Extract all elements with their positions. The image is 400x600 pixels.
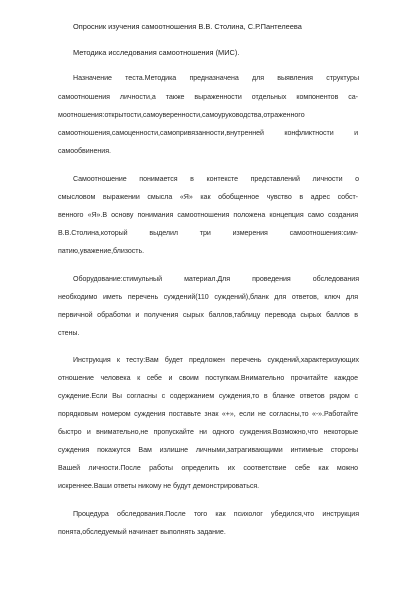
- paragraph-line: самоотношения личности,а также выраженности отдельных компонентов са-: [58, 93, 358, 101]
- paragraph-line: самоотношения,самоценности,самопривязанности,внутренней конфликтности и: [58, 129, 358, 137]
- paragraph-line: Оборудование:стимульный материал.Для проведения обследования: [73, 275, 359, 283]
- paragraph-line: Самоотношение понимается в контексте представлений личности о: [73, 175, 359, 183]
- paragraph-line: Инструкция к тесту:Вам будет предложен перечень суждений,характеризующих: [73, 356, 359, 364]
- document-subheading: Методика исследования самоотношения (МИС).: [73, 48, 240, 57]
- paragraph-line: понята,обследуемый начинает выполнять задание.: [58, 528, 226, 536]
- paragraph-line: В.В.Столина,который выделил три измерения самоотношения:сим-: [58, 229, 358, 237]
- paragraph-line: искреннее.Ваши ответы никому не будут демонстрироваться.: [58, 482, 260, 490]
- paragraph-line: порядковым номером суждения поставьте знак «+», если не согласны,то «-».Работайте: [58, 410, 358, 418]
- document-heading: Опросник изучения самоотношения В.В. Столина, С.Р.Пантелеева: [73, 22, 302, 31]
- paragraph-line: Назначение теста.Методика предназначена для выявления структуры: [73, 74, 359, 82]
- paragraph-line: быстро и внимательно,не пропускайте ни одного суждения.Возможно,что некоторые: [58, 428, 358, 436]
- paragraph-line: необходимо иметь перечень суждений(110 суждений),бланк для ответов, ключ для: [58, 293, 358, 301]
- paragraph-line: смысловом выражении смысла «Я» как обобщенное чувство в адрес собст-: [58, 193, 358, 201]
- paragraph-line: Процедура обследования.После того как психолог убедился,что инструкция: [73, 510, 359, 518]
- paragraph-line: моотношения:открытости,самоуверенности,самоуруководства,отраженного: [58, 111, 305, 119]
- paragraph-line: венного «Я».В основу понимания самоотношения положена концепция само создания: [58, 211, 358, 219]
- paragraph-line: самообвинения.: [58, 147, 111, 155]
- paragraph-line: суждение.Если Вы согласны с содержанием суждения,то в бланке ответов рядом с: [58, 392, 358, 400]
- paragraph-line: Вашей личности.После работы определить их соответствие себе как можно: [58, 464, 358, 472]
- paragraph-line: суждения покажутся Вам излишне личными,затрагивающими интимные стороны: [58, 446, 358, 454]
- paragraph-line: стены.: [58, 329, 80, 337]
- paragraph-line: патию,уважение,близость.: [58, 247, 145, 255]
- paragraph-line: первичной обработки и получения сырых баллов,таблицу перевода сырых баллов в: [58, 311, 358, 319]
- paragraph-line: отношение человека к себе и своим поступкам.Внимательно прочитайте каждое: [58, 374, 358, 382]
